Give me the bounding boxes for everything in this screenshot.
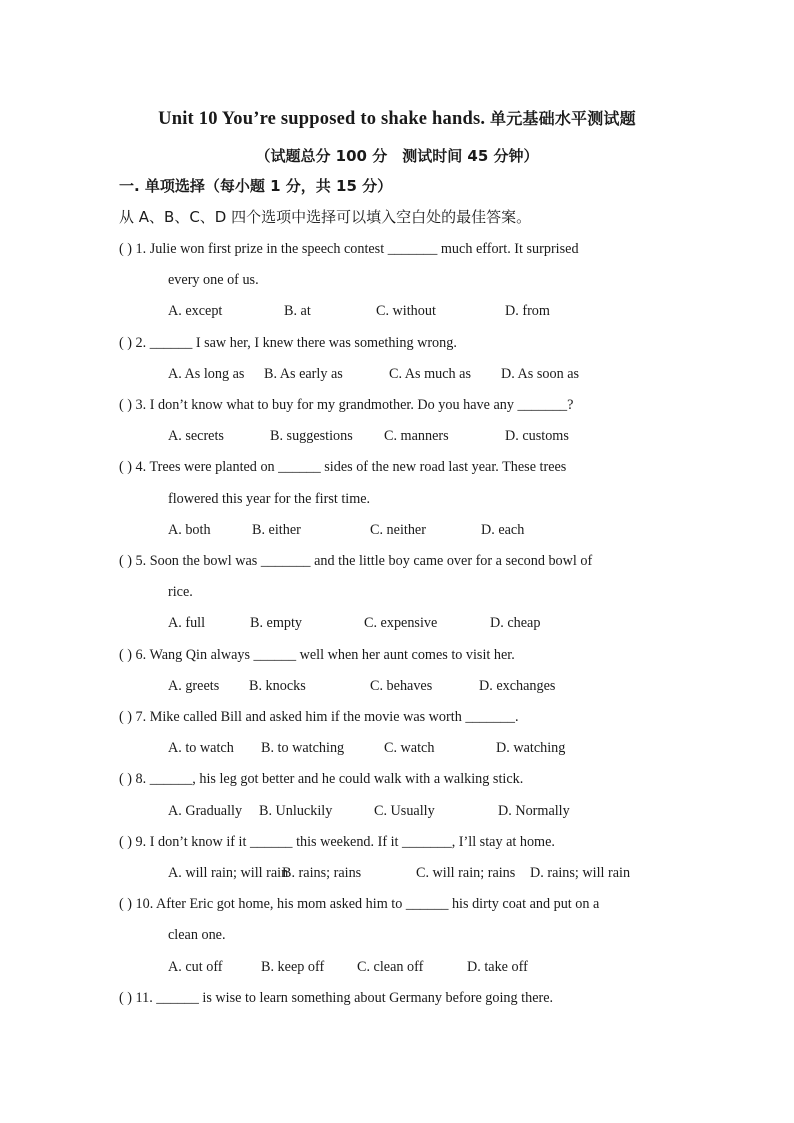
answer-option[interactable]: A. except — [168, 303, 223, 320]
question-stem: ( ) 3. I don’t know what to buy for my grandmother. Do you have any _______? — [119, 397, 574, 413]
answer-option[interactable]: A. to watch — [168, 740, 234, 757]
answer-option[interactable]: D. Normally — [498, 802, 570, 819]
title-chinese: 单元基础水平测试题 — [490, 109, 636, 128]
answer-option[interactable]: B. As early as — [264, 365, 343, 382]
answer-option[interactable]: C. As much as — [389, 365, 471, 382]
title-english: Unit 10 You’re supposed to shake hands. — [158, 109, 486, 129]
answer-option[interactable]: A. both — [168, 521, 211, 538]
answer-option[interactable]: A. greets — [168, 677, 220, 694]
options-row — [168, 614, 688, 632]
options-row — [168, 802, 688, 820]
question-stem-continued: rice. — [168, 584, 193, 601]
answer-option[interactable]: B. keep off — [261, 958, 325, 975]
answer-option[interactable]: B. at — [284, 303, 311, 320]
answer-option[interactable]: C. behaves — [370, 677, 433, 694]
answer-option[interactable]: D. each — [481, 521, 525, 538]
answer-option[interactable]: A. will rain; will rain — [168, 865, 289, 881]
answer-option[interactable]: B. suggestions — [270, 428, 353, 445]
answer-option[interactable]: D. cheap — [490, 615, 541, 632]
question-stem-continued: every one of us. — [168, 272, 259, 289]
answer-option[interactable]: D. customs — [505, 428, 569, 445]
options-row — [168, 302, 688, 320]
answer-option[interactable]: B. knocks — [249, 677, 306, 694]
question-stem: ( ) 11. ______ is wise to learn something about Germany before going there. — [119, 989, 554, 1006]
answer-option[interactable]: D. from — [505, 303, 550, 320]
question-stem: ( ) 1. Julie won first prize in the speech contest _______ much effort. It surprised — [119, 241, 579, 257]
options-row — [168, 677, 688, 695]
answer-option[interactable]: D. take off — [467, 958, 528, 975]
options-row — [168, 521, 688, 539]
options-row — [168, 958, 688, 976]
answer-option[interactable]: D. rains; will rain — [530, 865, 631, 881]
question-stem: ( ) 6. Wang Qin always ______ well when her aunt comes to visit her. — [119, 646, 515, 663]
question-stem-continued: flowered this year for the first time. — [168, 490, 371, 507]
answer-option[interactable]: B. Unluckily — [259, 802, 333, 819]
answer-option[interactable]: A. full — [168, 615, 206, 632]
answer-option[interactable]: A. cut off — [168, 958, 223, 975]
options-row — [168, 739, 688, 757]
question-stem: ( ) 8. ______, his leg got better and he could walk with a walking stick. — [119, 771, 524, 788]
page-subtitle: （试题总分 100 分 测试时间 45 分钟） — [255, 147, 539, 165]
answer-option[interactable]: C. watch — [384, 740, 435, 757]
answer-option[interactable]: C. without — [376, 303, 436, 320]
answer-option[interactable]: C. clean off — [357, 958, 424, 975]
answer-option[interactable]: C. Usually — [374, 802, 435, 819]
answer-option[interactable]: D. As soon as — [501, 365, 580, 382]
answer-option[interactable]: C. manners — [384, 428, 449, 445]
answer-option[interactable]: A. Gradually — [168, 802, 243, 819]
answer-option[interactable]: B. rains; rains — [282, 865, 362, 881]
question-stem: ( ) 9. I don’t know if it ______ this weekend. If it _______, I’ll stay at home. — [119, 833, 555, 850]
question-stem: ( ) 4. Trees were planted on ______ sides of the new road last year. These trees — [119, 459, 567, 476]
options-row — [168, 427, 688, 445]
answer-option[interactable]: B. either — [252, 521, 301, 538]
question-stem-continued: clean one. — [168, 927, 226, 944]
section-instruction: 从 A、B、C、D 四个选项中选择可以填入空白处的最佳答案。 — [119, 208, 532, 226]
answer-option[interactable]: D. watching — [496, 740, 566, 757]
answer-option[interactable]: C. neither — [370, 521, 426, 538]
answer-option[interactable]: D. exchanges — [479, 677, 556, 694]
section-heading: 一. 单项选择（每小题 1 分，共 15 分） — [119, 177, 393, 195]
options-row — [168, 365, 688, 383]
question-stem: ( ) 5. Soon the bowl was _______ and the little boy came over for a second bowl of — [119, 553, 593, 569]
question-stem: ( ) 10. After Eric got home, his mom asked him to ______ his dirty coat and put on a — [119, 896, 600, 913]
answer-option[interactable]: B. empty — [250, 615, 303, 632]
answer-option[interactable]: C. expensive — [364, 615, 438, 632]
answer-option[interactable]: B. to watching — [261, 740, 345, 757]
question-stem: ( ) 2. ______ I saw her, I knew there was something wrong. — [119, 334, 457, 351]
question-stem: ( ) 7. Mike called Bill and asked him if the movie was worth _______. — [119, 709, 519, 725]
answer-option[interactable]: A. As long as — [168, 365, 245, 382]
options-row — [168, 864, 688, 882]
answer-option[interactable]: C. will rain; rains — [416, 865, 516, 881]
page-title — [0, 106, 794, 130]
answer-option[interactable]: A. secrets — [168, 428, 224, 445]
